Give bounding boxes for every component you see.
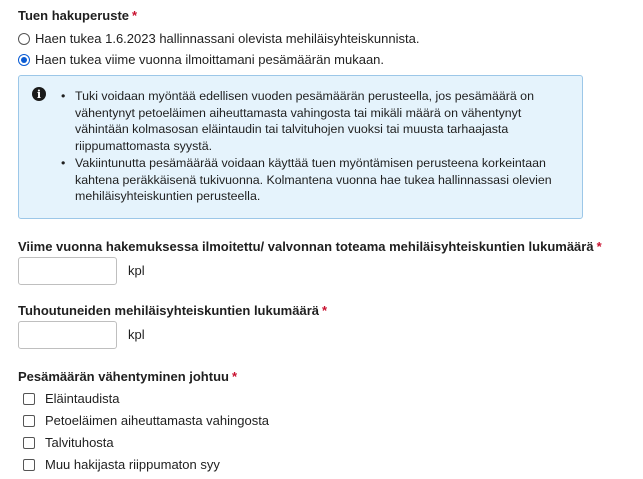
info-icon: i	[32, 87, 46, 101]
checkbox-label: Muu hakijasta riippumaton syy	[45, 457, 220, 472]
info-list	[61, 88, 561, 206]
required-mark: *	[596, 239, 602, 254]
checkbox[interactable]	[23, 393, 35, 405]
checkbox-label: Petoeläimen aiheuttamasta vahingosta	[45, 413, 270, 428]
radio-button-selected[interactable]	[18, 54, 30, 66]
checkbox-label: Eläintaudista	[45, 391, 120, 406]
checkbox-label: Talvituhosta	[45, 435, 114, 450]
required-mark: *	[321, 303, 328, 318]
destroyed-count-unit: kpl	[128, 327, 145, 342]
reported-count-label	[18, 239, 602, 254]
destroyed-count-input[interactable]	[18, 321, 117, 349]
reason-option-predator-damage[interactable]	[23, 413, 269, 428]
checkbox[interactable]	[23, 415, 35, 427]
radio-button[interactable]	[18, 33, 30, 45]
reason-option-animal-disease[interactable]	[23, 391, 119, 406]
reason-option-other[interactable]	[23, 457, 220, 472]
reported-count-unit: kpl	[128, 263, 145, 278]
required-mark: *	[132, 8, 138, 23]
reduction-reason-label	[18, 369, 237, 384]
info-bullet: • Vakiintunutta pesämäärää voidaan käyttää tuen myöntämisen perusteena korkeintaan kahtena peräkkäisenä tukivuonna. Kolmantena vuonna hae tukea hallinnassasi olevien mehiläisyhteiskuntien perusteella.	[61, 155, 561, 205]
radio-option-label: Haen tukea viime vuonna ilmoittamani pesämäärän mukaan.	[35, 52, 385, 67]
reported-count-label-text: Viime vuonna hakemuksessa ilmoitettu/ valvonnan toteama mehiläisyhteiskuntien lukumäärä	[18, 239, 594, 254]
checkbox[interactable]	[23, 437, 35, 449]
required-mark: *	[231, 369, 238, 384]
radio-option-1[interactable]	[18, 31, 419, 46]
info-box	[18, 75, 583, 219]
info-bullet: • Tuki voidaan myöntää edellisen vuoden pesämäärän perusteella, jos pesämäärä on vähentynyt petoeläimen aiheuttamasta vahingosta tai mikäli määrä on vähentynyt vähintään kolmasosan eläintaudin tai talvituhojen vuoksi tai muusta tarhaajasta riippumattomasta syystä.	[61, 88, 561, 154]
destroyed-count-label	[18, 303, 327, 318]
radio-option-2[interactable]	[18, 52, 384, 67]
reduction-reason-label-text: Pesämäärän vähentyminen johtuu	[18, 369, 229, 384]
reason-option-winter-damage[interactable]	[23, 435, 114, 450]
destroyed-count-label-text: Tuhoutuneiden mehiläisyhteiskuntien lukumäärä	[18, 303, 319, 318]
basis-label-text: Tuen hakuperuste	[18, 8, 130, 23]
checkbox[interactable]	[23, 459, 35, 471]
reported-count-input[interactable]	[18, 257, 117, 285]
radio-option-label: Haen tukea 1.6.2023 hallinnassani olevista mehiläisyhteiskunnista.	[35, 31, 420, 46]
basis-label	[18, 8, 137, 23]
